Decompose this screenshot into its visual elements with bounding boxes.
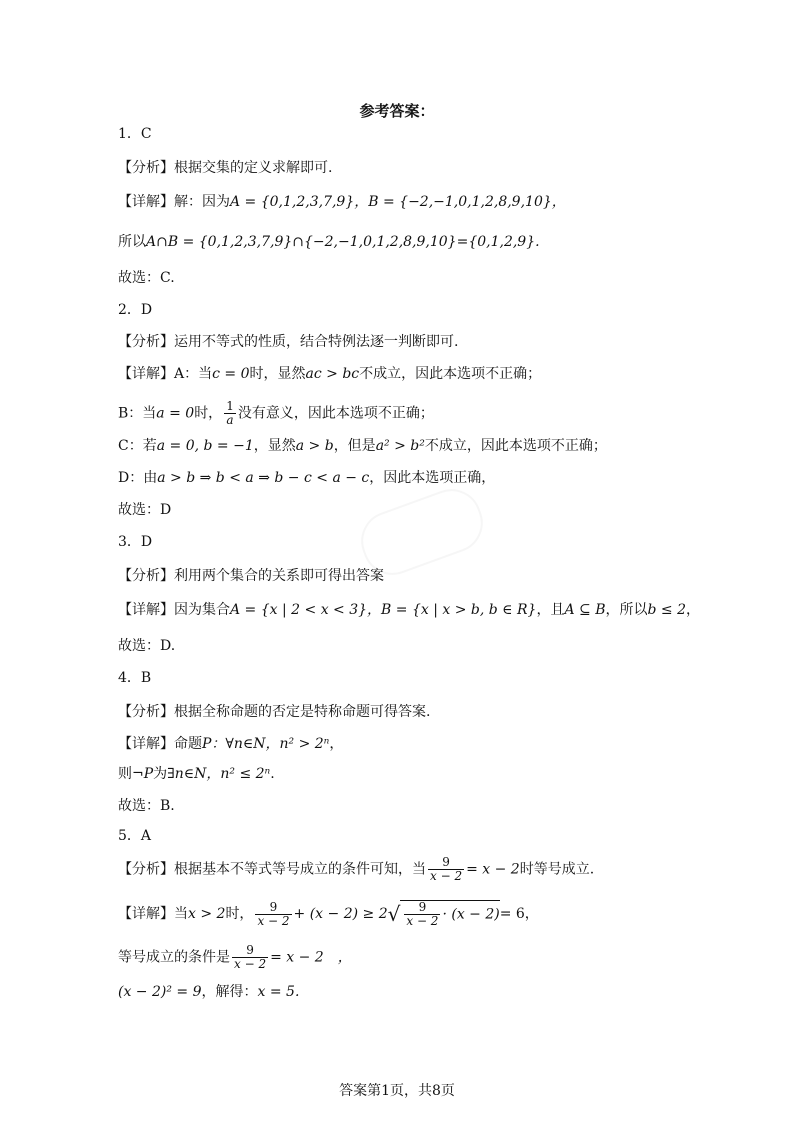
q5-detail-math-2: + (x − 2) ≥ 2 bbox=[293, 906, 388, 922]
q5-cond-frac-num: 9 bbox=[246, 943, 254, 957]
q5-detail-text-3: = 6， bbox=[499, 906, 539, 922]
q1-choice: 故选：C. bbox=[118, 270, 175, 286]
q4-number: 4．B bbox=[118, 670, 152, 686]
q5-analysis-text-1: 【分析】根据基本不等式等号成立的条件可知，当 bbox=[118, 861, 426, 878]
q5-detail-sqrt bbox=[388, 900, 500, 928]
q5-solve-math-2: x = 5. bbox=[257, 984, 300, 1000]
q4-choice: 故选：B. bbox=[118, 798, 175, 814]
q2-b-frac-den: a bbox=[224, 413, 236, 427]
q5-cond-fraction bbox=[232, 944, 268, 971]
q5-detail-text-2: 时， bbox=[225, 906, 254, 922]
q3-choice: 故选：D. bbox=[118, 638, 176, 654]
q5-sqrt-math: · (x − 2) bbox=[442, 906, 500, 923]
q4-d2-text-2: 为 bbox=[153, 766, 168, 782]
q2-c-text-4: 不成立，因此本选项不正确； bbox=[424, 438, 607, 454]
q5-cond-text: 等号成立的条件是 bbox=[118, 949, 230, 966]
q5-detail-text-1: 【详解】当 bbox=[118, 906, 188, 922]
q5-analysis-fraction bbox=[428, 856, 464, 883]
q2-a-text-1: 【详解】A：当 bbox=[118, 366, 213, 382]
q2-d-text-2: ，因此本选项正确， bbox=[369, 470, 496, 486]
q2-b-text-2: 时， bbox=[194, 405, 223, 422]
q2-c-text-3: ，但是 bbox=[333, 438, 376, 454]
q5-detail-frac-den: x − 2 bbox=[257, 913, 290, 928]
q3-analysis: 【分析】利用两个集合的关系即可得出答案 bbox=[118, 568, 384, 584]
q5-number: 5．A bbox=[118, 828, 152, 844]
q2-number: 2．D bbox=[118, 302, 153, 318]
q3-text-1: 【详解】因为集合 bbox=[118, 602, 230, 618]
q4-analysis: 【分析】根据全称命题的否定是特称命题可得答案. bbox=[118, 704, 431, 720]
q3-number: 3．D bbox=[118, 534, 153, 550]
q2-choice: 故选：D bbox=[118, 502, 172, 518]
q4-d2-text-1: 则 bbox=[118, 766, 132, 782]
q3-text-4: ， bbox=[685, 602, 700, 618]
q4-d1-text-1: 【详解】命题 bbox=[118, 736, 202, 752]
q4-d1-text-2: ， bbox=[329, 736, 344, 752]
q1-detail-1 bbox=[118, 192, 566, 212]
q5-detail-frac-num: 9 bbox=[269, 899, 278, 914]
q2-c-text-1: C：若 bbox=[118, 438, 157, 454]
q2-b-fraction bbox=[224, 400, 236, 427]
q2-b-text-3: 没有意义，因此本选项不正确； bbox=[237, 405, 434, 422]
q5-cond-math: = x − 2 ， bbox=[270, 949, 352, 966]
q2-a-text-2: 时，显然 bbox=[249, 366, 306, 382]
q4-detail-1 bbox=[118, 734, 343, 754]
q5-analysis-math: = x − 2 bbox=[466, 861, 520, 878]
q2-detail-d bbox=[118, 468, 495, 488]
q3-math-2: A ⊆ B bbox=[564, 602, 606, 618]
q1-detail-1-math: A = {0,1,2,3,7,9}，B = {−2,−1,0,1,2,8,9,10}， bbox=[230, 194, 566, 210]
q1-detail-2-math: A∩B = {0,1,2,3,7,9}∩{−2,−1,0,1,2,8,9,10}={0,1,2,9}. bbox=[146, 234, 540, 250]
q5-analysis-frac-den: x − 2 bbox=[430, 869, 463, 883]
q5-condition bbox=[118, 944, 352, 971]
q2-c-math-2: a > b bbox=[295, 438, 334, 454]
q2-b-text-1: B：当 bbox=[118, 405, 157, 422]
q5-sqrt-body bbox=[400, 900, 499, 928]
q2-detail-a bbox=[118, 364, 541, 384]
q2-a-math-2: ac > bc bbox=[305, 366, 360, 382]
sqrt-radical-icon: √ bbox=[387, 902, 401, 926]
q2-d-math-1: a > b ⇒ b < a ⇒ b − c < a − c bbox=[157, 470, 370, 486]
q5-detail-math-1: x > 2 bbox=[188, 906, 226, 922]
page-title: 参考答案： bbox=[359, 102, 435, 120]
q4-d2-text-3: . bbox=[270, 766, 275, 782]
q5-sqrt-frac-num: 9 bbox=[418, 900, 427, 914]
q5-solve bbox=[118, 982, 299, 1002]
q2-detail-b bbox=[118, 400, 434, 427]
q1-detail-1-text: 【详解】解：因为 bbox=[118, 194, 230, 210]
q2-analysis: 【分析】运用不等式的性质，结合特例法逐一判断即可. bbox=[118, 334, 459, 350]
q2-d-text-1: D：由 bbox=[118, 470, 158, 486]
q1-number: 1．C bbox=[118, 126, 152, 142]
q5-analysis-text-2: 时等号成立. bbox=[519, 861, 595, 878]
q1-analysis: 【分析】根据交集的定义求解即可. bbox=[118, 160, 333, 176]
q4-d1-math: P：∀n∈N，n² > 2ⁿ bbox=[202, 736, 330, 752]
q3-math-1: A = {x | 2 < x < 3}，B = {x | x > b, b ∈ R} bbox=[230, 602, 537, 618]
q2-c-math-1: a = 0, b = −1 bbox=[156, 438, 254, 454]
q2-c-text-2: ，显然 bbox=[253, 438, 296, 454]
q3-math-3: b ≤ 2 bbox=[647, 602, 686, 618]
q2-c-math-3: a² > b² bbox=[375, 438, 425, 454]
q5-analysis-frac-num: 9 bbox=[442, 855, 450, 869]
q1-detail-2 bbox=[118, 232, 540, 252]
q1-detail-2-text: 所以 bbox=[118, 234, 146, 250]
q2-a-text-3: 不成立，因此本选项不正确； bbox=[359, 366, 542, 382]
q3-text-3: ，所以 bbox=[605, 602, 648, 618]
q3-text-2: ，且 bbox=[536, 602, 565, 618]
q2-b-frac-num: 1 bbox=[226, 399, 234, 413]
q4-d2-math-1: ¬P bbox=[132, 766, 154, 782]
q3-detail bbox=[118, 600, 700, 620]
q5-cond-frac-den: x − 2 bbox=[234, 957, 267, 971]
q5-sqrt-fraction bbox=[404, 901, 440, 928]
q2-b-math-1: a = 0 bbox=[156, 405, 195, 422]
q5-solve-math-1: (x − 2)² = 9 bbox=[118, 984, 202, 1000]
q5-sqrt-frac-den: x − 2 bbox=[406, 914, 439, 928]
q5-detail-fraction bbox=[255, 901, 291, 928]
page-footer: 答案第1页，共8页 bbox=[339, 1083, 455, 1099]
q5-detail bbox=[118, 900, 539, 928]
q4-detail-2 bbox=[118, 764, 275, 784]
q5-analysis bbox=[118, 856, 594, 883]
q2-a-math-1: c = 0 bbox=[212, 366, 250, 382]
q2-detail-c bbox=[118, 436, 607, 456]
q5-solve-text: ，解得： bbox=[201, 984, 258, 1000]
q4-d2-math-2: ∃n∈N，n² ≤ 2ⁿ bbox=[167, 766, 271, 782]
